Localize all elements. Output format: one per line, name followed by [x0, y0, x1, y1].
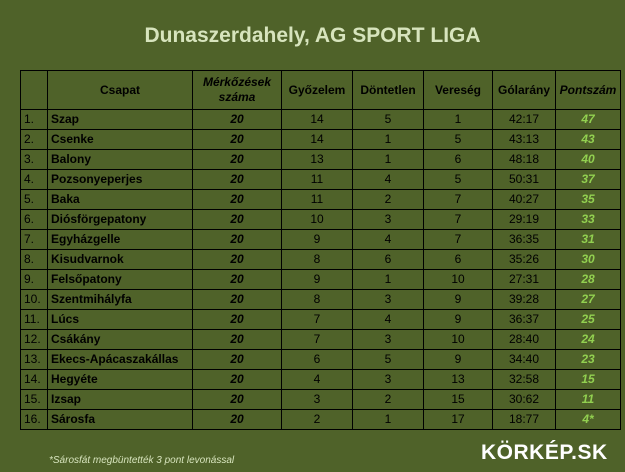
- table-row: [21, 190, 621, 210]
- header-played: [193, 71, 282, 110]
- cell-lost: 10: [424, 330, 493, 350]
- cell-lost: 6: [424, 150, 493, 170]
- cell-team: Csákány: [48, 330, 193, 350]
- page-title: Dunaszerdahely, AG SPORT LIGA: [144, 24, 481, 47]
- cell-drawn: 1: [353, 270, 424, 290]
- cell-rank: 3.: [21, 150, 48, 170]
- cell-drawn: 1: [353, 150, 424, 170]
- table-row: [21, 250, 621, 270]
- cell-lost: 7: [424, 230, 493, 250]
- cell-team: Sárosfa: [48, 410, 193, 430]
- cell-goals: 42:17: [493, 110, 556, 130]
- cell-played: 20: [193, 310, 282, 330]
- cell-points: 4*: [556, 410, 621, 430]
- cell-rank: 5.: [21, 190, 48, 210]
- cell-drawn: 4: [353, 170, 424, 190]
- table-row: [21, 130, 621, 150]
- cell-team: Szentmihályfa: [48, 290, 193, 310]
- header-lost: Vereség: [424, 71, 493, 110]
- cell-won: 8: [282, 250, 353, 270]
- cell-rank: 15.: [21, 390, 48, 410]
- brand-logo: KÖRKÉP.SK: [481, 441, 608, 464]
- table-row: [21, 310, 621, 330]
- cell-rank: 11.: [21, 310, 48, 330]
- cell-rank: 2.: [21, 130, 48, 150]
- cell-lost: 15: [424, 390, 493, 410]
- header-won: Győzelem: [282, 71, 353, 110]
- table-row: [21, 270, 621, 290]
- cell-points: 11: [556, 390, 621, 410]
- cell-lost: 9: [424, 350, 493, 370]
- cell-points: 37: [556, 170, 621, 190]
- table-row: [21, 290, 621, 310]
- cell-team: Egyházgelle: [48, 230, 193, 250]
- table-row: [21, 210, 621, 230]
- cell-points: 25: [556, 310, 621, 330]
- cell-team: Balony: [48, 150, 193, 170]
- table-row: [21, 110, 621, 130]
- cell-played: 20: [193, 230, 282, 250]
- header-goals: Gólarány: [493, 71, 556, 110]
- cell-goals: 28:40: [493, 330, 556, 350]
- cell-rank: 13.: [21, 350, 48, 370]
- cell-won: 7: [282, 330, 353, 350]
- cell-won: 8: [282, 290, 353, 310]
- cell-team: Kisudvarnok: [48, 250, 193, 270]
- cell-rank: 9.: [21, 270, 48, 290]
- cell-goals: 50:31: [493, 170, 556, 190]
- cell-points: 31: [556, 230, 621, 250]
- cell-played: 20: [193, 390, 282, 410]
- table-row: [21, 170, 621, 190]
- cell-won: 11: [282, 190, 353, 210]
- cell-drawn: 3: [353, 290, 424, 310]
- cell-team: Pozsonyeperjes: [48, 170, 193, 190]
- cell-lost: 7: [424, 190, 493, 210]
- cell-played: 20: [193, 150, 282, 170]
- cell-points: 33: [556, 210, 621, 230]
- cell-goals: 32:58: [493, 370, 556, 390]
- cell-lost: 17: [424, 410, 493, 430]
- cell-points: 28: [556, 270, 621, 290]
- table-row: [21, 330, 621, 350]
- table-body: [21, 110, 621, 430]
- cell-points: 23: [556, 350, 621, 370]
- cell-drawn: 2: [353, 390, 424, 410]
- cell-goals: 40:27: [493, 190, 556, 210]
- cell-won: 6: [282, 350, 353, 370]
- cell-goals: 43:13: [493, 130, 556, 150]
- cell-drawn: 2: [353, 190, 424, 210]
- cell-played: 20: [193, 370, 282, 390]
- cell-rank: 8.: [21, 250, 48, 270]
- cell-played: 20: [193, 130, 282, 150]
- cell-lost: 5: [424, 130, 493, 150]
- table-row: [21, 410, 621, 430]
- cell-lost: 9: [424, 310, 493, 330]
- cell-goals: 48:18: [493, 150, 556, 170]
- cell-goals: 27:31: [493, 270, 556, 290]
- cell-rank: 12.: [21, 330, 48, 350]
- cell-drawn: 6: [353, 250, 424, 270]
- cell-goals: 18:77: [493, 410, 556, 430]
- cell-points: 27: [556, 290, 621, 310]
- cell-played: 20: [193, 410, 282, 430]
- cell-rank: 14.: [21, 370, 48, 390]
- cell-goals: 39:28: [493, 290, 556, 310]
- cell-team: Izsap: [48, 390, 193, 410]
- cell-played: 20: [193, 330, 282, 350]
- cell-team: Felsőpatony: [48, 270, 193, 290]
- header-played-line1: Mérkőzések: [202, 75, 272, 89]
- cell-won: 3: [282, 390, 353, 410]
- cell-won: 4: [282, 370, 353, 390]
- header-points: Pontszám: [556, 71, 621, 110]
- cell-lost: 10: [424, 270, 493, 290]
- header-played-line2: száma: [218, 90, 256, 104]
- cell-drawn: 1: [353, 130, 424, 150]
- cell-won: 9: [282, 230, 353, 250]
- cell-team: Diósförgepatony: [48, 210, 193, 230]
- cell-goals: 36:35: [493, 230, 556, 250]
- cell-team: Baka: [48, 190, 193, 210]
- cell-won: 11: [282, 170, 353, 190]
- cell-lost: 13: [424, 370, 493, 390]
- cell-lost: 5: [424, 170, 493, 190]
- cell-points: 35: [556, 190, 621, 210]
- cell-played: 20: [193, 270, 282, 290]
- cell-drawn: 5: [353, 350, 424, 370]
- cell-played: 20: [193, 290, 282, 310]
- cell-lost: 6: [424, 250, 493, 270]
- cell-rank: 1.: [21, 110, 48, 130]
- header-rank: [21, 71, 48, 110]
- cell-goals: 29:19: [493, 210, 556, 230]
- cell-goals: 35:26: [493, 250, 556, 270]
- cell-drawn: 4: [353, 310, 424, 330]
- cell-rank: 4.: [21, 170, 48, 190]
- cell-team: Ekecs-Apácaszakállas: [48, 350, 193, 370]
- cell-won: 9: [282, 270, 353, 290]
- cell-rank: 7.: [21, 230, 48, 250]
- cell-played: 20: [193, 110, 282, 130]
- cell-won: 14: [282, 130, 353, 150]
- footnote: *Sárosfát megbüntették 3 pont levonással: [49, 455, 235, 466]
- table-header-row: [21, 71, 621, 110]
- table-row: [21, 370, 621, 390]
- cell-won: 13: [282, 150, 353, 170]
- cell-won: 10: [282, 210, 353, 230]
- cell-played: 20: [193, 170, 282, 190]
- cell-team: Lúcs: [48, 310, 193, 330]
- cell-lost: 7: [424, 210, 493, 230]
- cell-team: Hegyéte: [48, 370, 193, 390]
- cell-goals: 34:40: [493, 350, 556, 370]
- cell-played: 20: [193, 210, 282, 230]
- table-row: [21, 150, 621, 170]
- cell-won: 7: [282, 310, 353, 330]
- cell-lost: 9: [424, 290, 493, 310]
- league-table: [20, 70, 621, 430]
- cell-drawn: 1: [353, 410, 424, 430]
- table-row: [21, 390, 621, 410]
- cell-drawn: 5: [353, 110, 424, 130]
- cell-played: 20: [193, 190, 282, 210]
- cell-points: 47: [556, 110, 621, 130]
- cell-rank: 16.: [21, 410, 48, 430]
- cell-rank: 10.: [21, 290, 48, 310]
- table-row: [21, 230, 621, 250]
- header-team: Csapat: [48, 71, 193, 110]
- cell-played: 20: [193, 350, 282, 370]
- cell-drawn: 4: [353, 230, 424, 250]
- cell-rank: 6.: [21, 210, 48, 230]
- cell-played: 20: [193, 250, 282, 270]
- header-drawn: Döntetlen: [353, 71, 424, 110]
- cell-points: 43: [556, 130, 621, 150]
- cell-lost: 1: [424, 110, 493, 130]
- cell-team: Szap: [48, 110, 193, 130]
- cell-drawn: 3: [353, 370, 424, 390]
- cell-points: 15: [556, 370, 621, 390]
- cell-points: 24: [556, 330, 621, 350]
- table-row: [21, 350, 621, 370]
- cell-goals: 30:62: [493, 390, 556, 410]
- cell-points: 40: [556, 150, 621, 170]
- cell-team: Csenke: [48, 130, 193, 150]
- cell-won: 14: [282, 110, 353, 130]
- cell-won: 2: [282, 410, 353, 430]
- cell-goals: 36:37: [493, 310, 556, 330]
- cell-drawn: 3: [353, 210, 424, 230]
- cell-drawn: 3: [353, 330, 424, 350]
- cell-points: 30: [556, 250, 621, 270]
